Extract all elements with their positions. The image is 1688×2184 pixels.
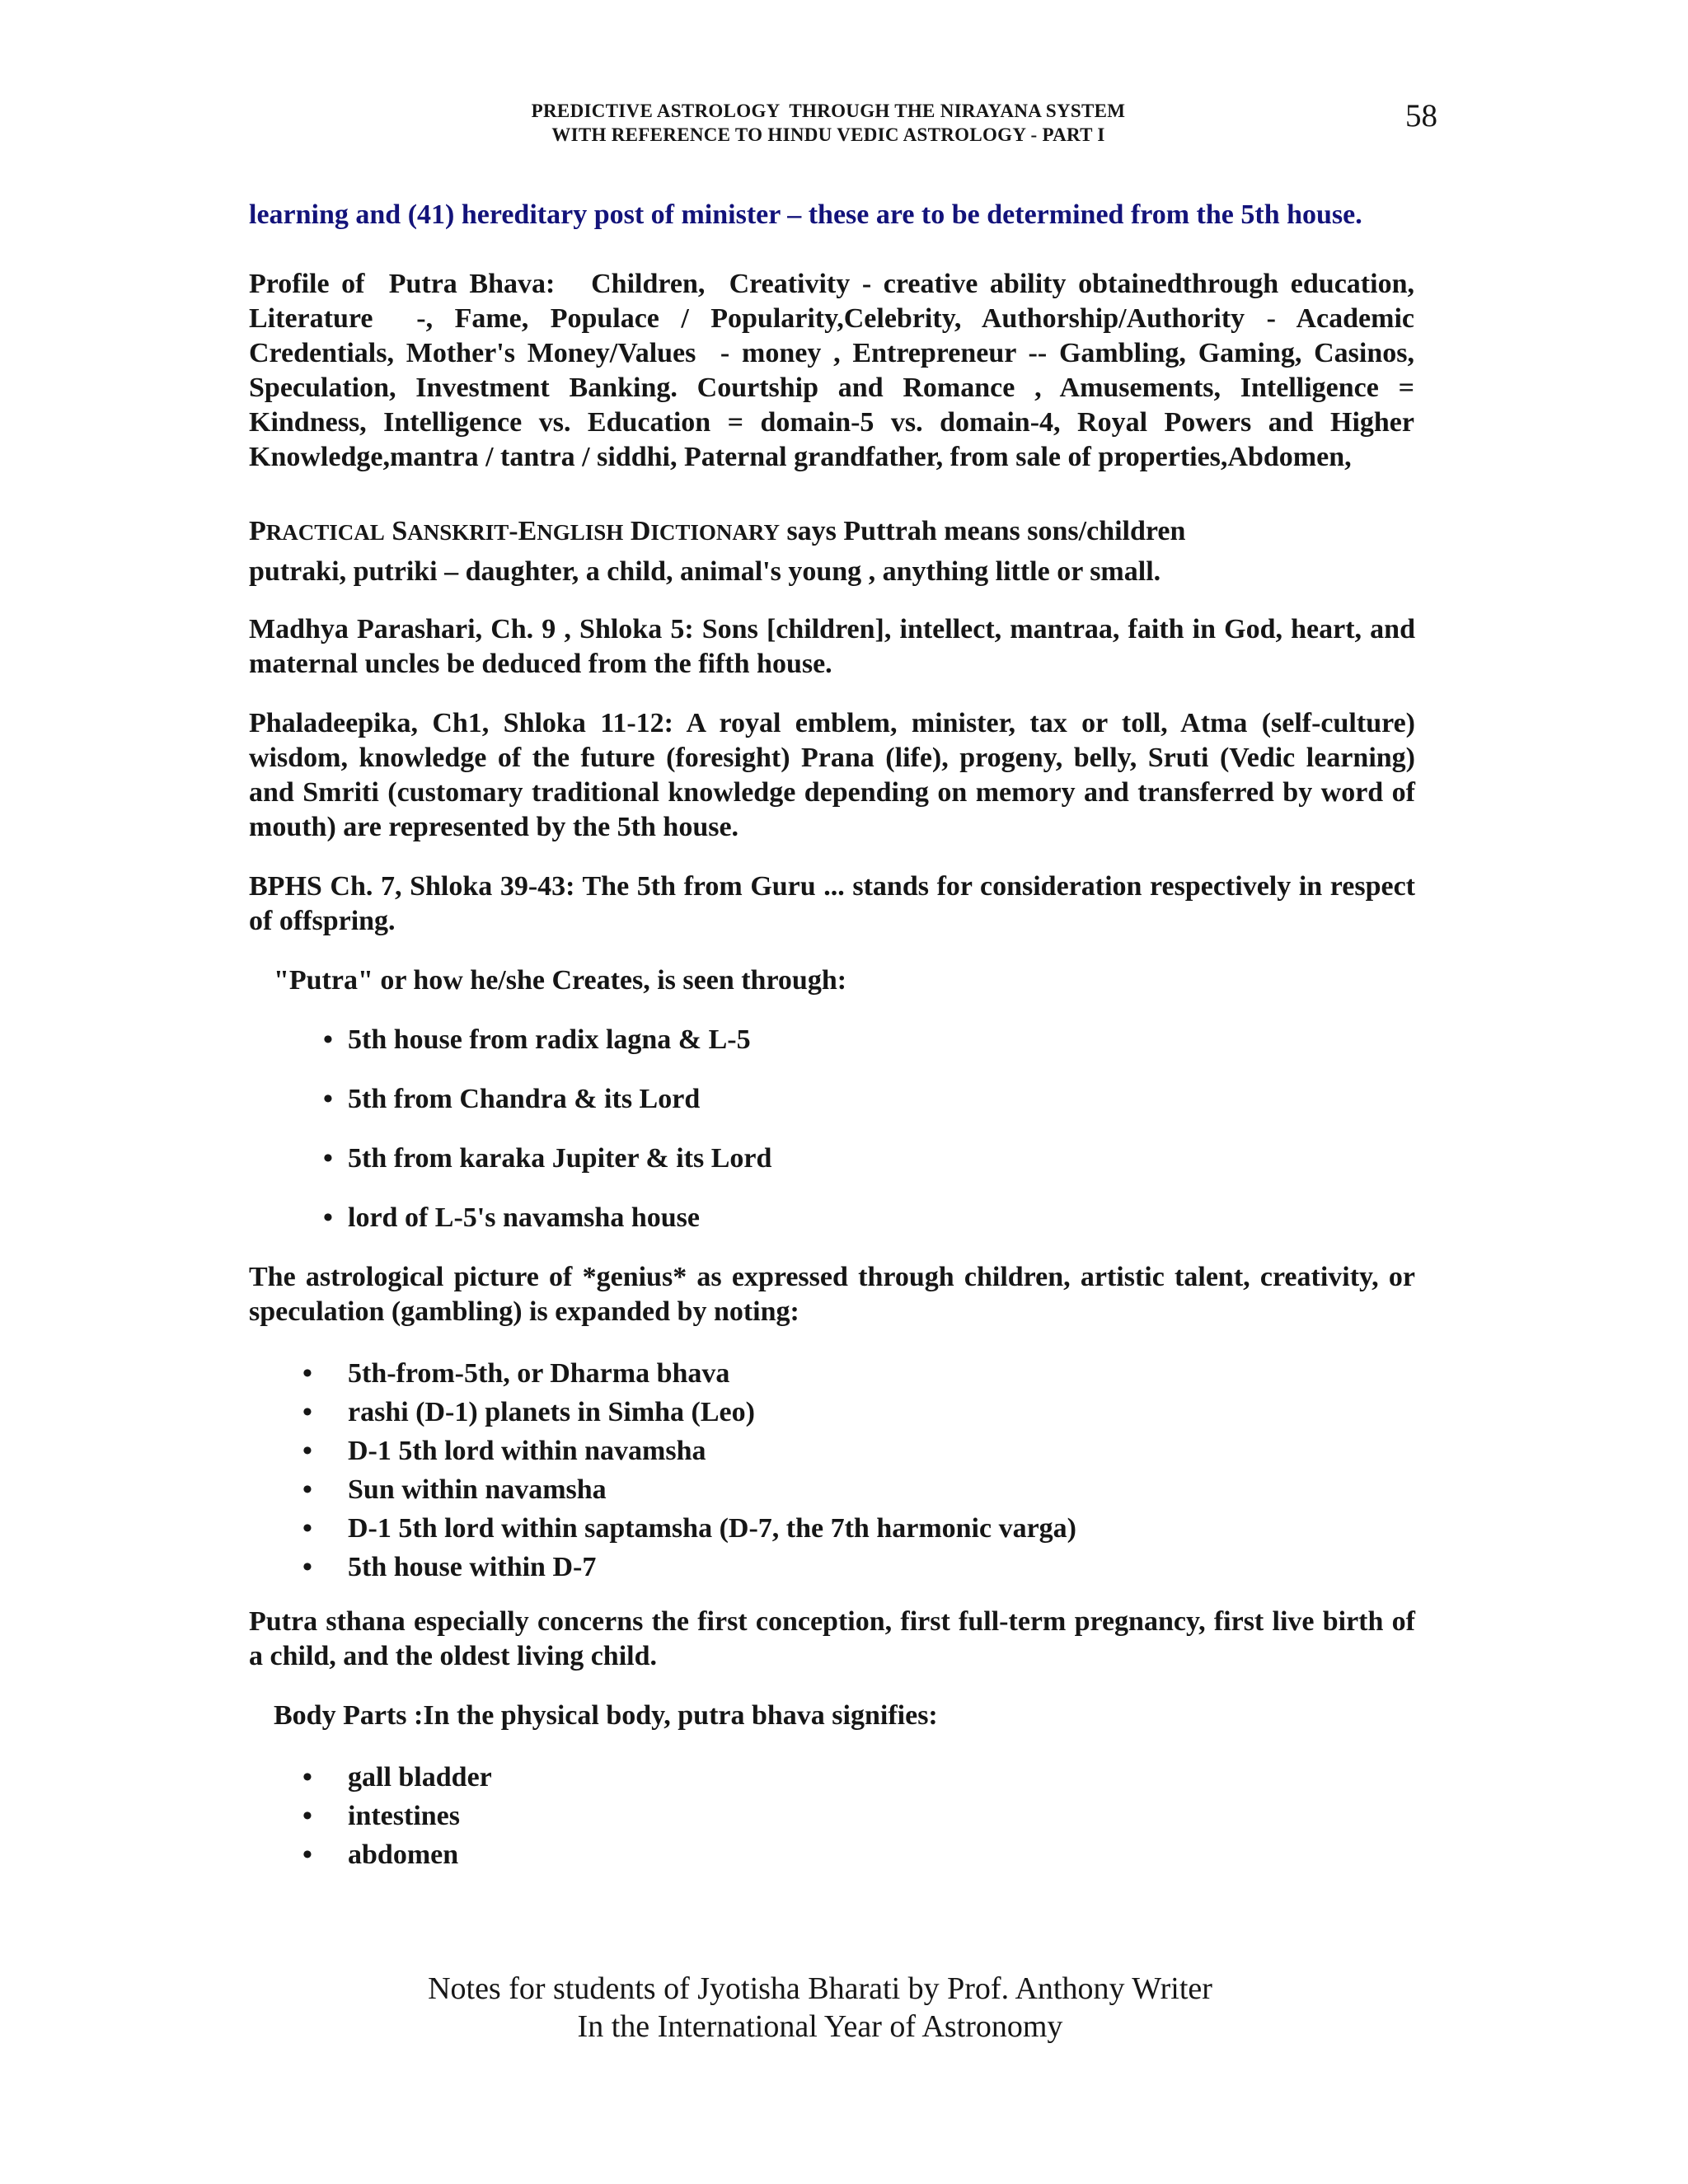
putra-list — [249, 1023, 1414, 1235]
footer-line-2: In the International Year of Astronomy — [577, 2009, 1063, 2044]
body-parts-list — [249, 1758, 1414, 1874]
list-item: • 5th house from radix lagna & L-5 — [249, 1023, 1414, 1057]
madhya-parashari-paragraph: Madhya Parashari, Ch. 9 , Shloka 5: Sons [children], intellect, mantraa, faith in God, heart, and maternal uncles be deduced from the fifth house. — [249, 614, 1415, 679]
dict-title-rest-1: RACTICAL — [265, 520, 385, 545]
genius-list — [249, 1354, 1414, 1586]
bphs-paragraph: BPHS Ch. 7, Shloka 39-43: The 5th from Guru ... stands for consideration respectively in respect of offspring. — [249, 871, 1415, 936]
body-parts-intro: Body Parts :In the physical body, putra bhava signifies: — [274, 1700, 938, 1731]
phaladeepika-paragraph: Phaladeepika, Ch1, Shloka 11-12: A royal emblem, minister, tax or toll, Atma (self-culture) wisdom, knowledge of the future (foresight) Prana (life), progeny, belly, Sruti (Vedic learning) and Smriti (customary traditional knowledge depending on memory and transferred by word of mouth) are represented by the 5th house. — [249, 708, 1415, 842]
dict-title-cap-1: P — [249, 516, 266, 546]
putra-sthana-paragraph: Putra sthana especially concerns the first conception, first full-term pregnancy, first live birth of a child, and the oldest living child. — [249, 1606, 1415, 1671]
list-item: • gall bladder — [249, 1758, 1414, 1797]
list-item: • D-1 5th lord within saptamsha (D-7, the 7th harmonic varga) — [249, 1509, 1414, 1548]
dictionary-line-2: putraki, putriki – daughter, a child, animal's young , anything little or small. — [249, 556, 1161, 587]
list-item: • 5th house within D-7 — [249, 1548, 1414, 1586]
list-item: • intestines — [249, 1797, 1414, 1835]
list-item: • 5th from karaka Jupiter & its Lord — [249, 1141, 1414, 1176]
running-header — [396, 99, 1261, 147]
dict-title-cap-3: -E — [509, 516, 537, 546]
genius-intro: The astrological picture of *genius* as expressed through children, artistic talent, creativity, or speculation (gambling) is expanded by noting: — [249, 1262, 1415, 1327]
putra-intro: "Putra" or how he/she Creates, is seen through: — [274, 965, 847, 996]
dict-title-cap-2: S — [392, 516, 408, 546]
dict-title-rest-4: ICTIONARY — [650, 520, 780, 545]
list-item: • lord of L-5's navamsha house — [249, 1201, 1414, 1235]
dictionary-says: says Puttrah means sons/children — [779, 516, 1186, 546]
list-item: • abdomen — [249, 1835, 1414, 1874]
list-item: • 5th-from-5th, or Dharma bhava — [249, 1354, 1414, 1393]
footer-line-1: Notes for students of Jyotisha Bharati by Prof. Anthony Writer — [428, 1971, 1212, 2006]
header-line-2: WITH REFERENCE TO HINDU VEDIC ASTROLOGY - PART I — [551, 124, 1105, 145]
continuation-paragraph: learning and (41) hereditary post of minister – these are to be determined from the 5th house. — [249, 199, 1362, 230]
list-item: • Sun within navamsha — [249, 1470, 1414, 1509]
dict-title-rest-2: ANSKRIT — [407, 520, 509, 545]
main-content — [249, 198, 1422, 1874]
dictionary-heading — [249, 514, 1414, 550]
page-footer — [272, 1970, 1368, 2046]
dict-title-cap-4: D — [630, 516, 651, 546]
list-item: • D-1 5th lord within navamsha — [249, 1432, 1414, 1470]
list-item: • rashi (D-1) planets in Simha (Leo) — [249, 1393, 1414, 1432]
header-line-1: PREDICTIVE ASTROLOGY THROUGH THE NIRAYANA SYSTEM — [531, 101, 1126, 121]
profile-paragraph: Profile of Putra Bhava: Children, Creativity - creative ability obtainedthrough education, Literature -, Fame, Populace / Popularity,Celebrity, Authorship/Authority - Academic Credentials, Mother's Money/Values - money , Entrepreneur -- Gambling, Gaming, Casinos, Speculation, Investment Banking. Courtship and Romance , Amusements, Intelligence = Kindness, Intelligence vs. Education = domain-5 vs. domain-4, Royal Powers and Higher Knowledge,mantra / tantra / siddhi, Paternal grandfather, from sale of properties,Abdomen, — [249, 269, 1422, 472]
list-item: • 5th from Chandra & its Lord — [249, 1082, 1414, 1117]
page-number: 58 — [1405, 98, 1437, 134]
dict-title-rest-3: NGLISH — [537, 520, 624, 545]
